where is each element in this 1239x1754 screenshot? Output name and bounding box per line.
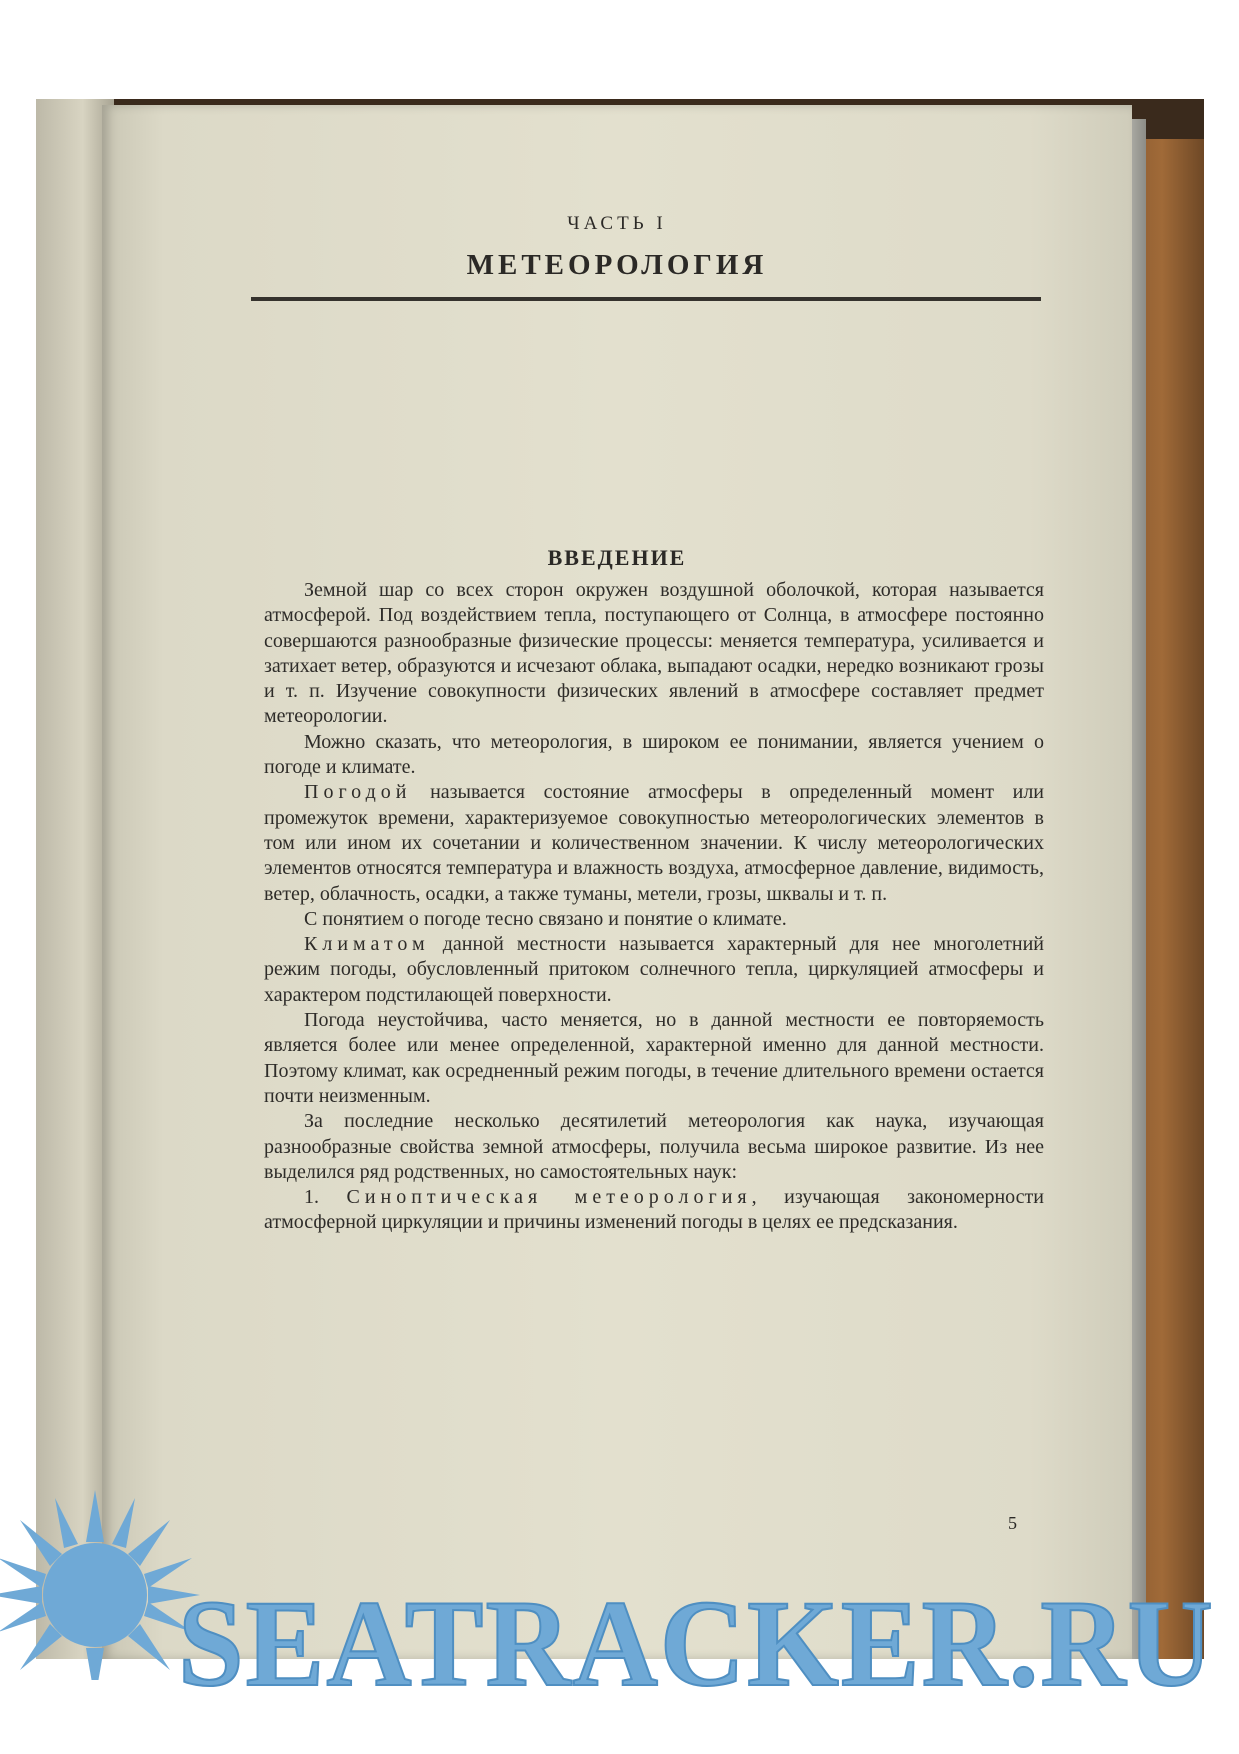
paragraph: За последние несколько десятилетий метеорология как наука, изучающая разнообразные свойства земной атмосферы, получила весьма широкое развитие. Из нее выделился ряд родственных, но самостоятельных наук: <box>264 1110 1044 1183</box>
page-number: 5 <box>1008 1513 1017 1533</box>
part-title: МЕТЕОРОЛОГИЯ <box>466 249 768 281</box>
paragraph <box>264 780 1044 906</box>
paragraph-text: , изучающая закономерности атмосферной циркуляции и причины изменений погоды в целях ее предсказания. <box>264 1186 1044 1234</box>
section-title: ВВЕДЕНИЕ <box>547 545 687 570</box>
book-page <box>102 105 1132 1659</box>
paragraph-text: данной местности называется характерный для нее многолетний режим погоды, обусловленный притоком солнечного тепла, циркуляцией атмосферы и характером подстилающей поверхности. <box>264 933 1044 1006</box>
list-number: 1. <box>304 1186 347 1209</box>
paragraph: Погода неустойчива, часто меняется, но в данной местности ее повторяемость является более или менее определенной, характерной именно для данной местности. Поэтому климат, как осредненный режим погоды, в течение длительного времени остается почти неизменным. <box>264 1009 1044 1107</box>
book-photo <box>36 99 1204 1659</box>
term-synoptic: Синоптическая метеорология <box>346 1186 752 1209</box>
term-climate: Климатом <box>304 933 430 956</box>
paragraph: С понятием о погоде тесно связано и понятие о климате. <box>304 907 787 930</box>
watermark-text: SEATRACKER.RU <box>178 1574 1215 1713</box>
title-rule <box>251 297 1041 301</box>
paragraph <box>264 932 1044 1008</box>
paragraph <box>264 1185 1044 1236</box>
paragraph: Можно сказать, что метеорология, в широком ее понимании, является учением о погоде и климате. <box>264 730 1044 779</box>
paragraph: Земной шар со всех сторон окружен воздушной оболочкой, которая называется атмосферой. Под воздействием тепла, поступающего от Солнца, в атмосфере постоянно совершаются разнообразные физические процессы: меняется температура, усиливается и затихает ветер, образуются и исчезают облака, выпадают осадки, нередко возникают грозы и т. п. Изучение совокупности физических явлений в атмосфере составляет предмет метеорологии. <box>264 579 1044 728</box>
paragraph-text: называется состояние атмосферы в определенный момент или промежуток времени, характеризуемое совокупностью метеорологических элементов в том или ином их сочетании и количественном значении. К числу метеорологических элементов относятся температура и влажность воздуха, атмосферное давление, видимость, ветер, облачность, осадки, а также туманы, метели, грозы, шквалы и т. п. <box>264 781 1044 905</box>
part-label: ЧАСТЬ I <box>567 213 667 234</box>
term-weather: Погодой <box>304 781 412 804</box>
body-text <box>264 578 1044 1236</box>
